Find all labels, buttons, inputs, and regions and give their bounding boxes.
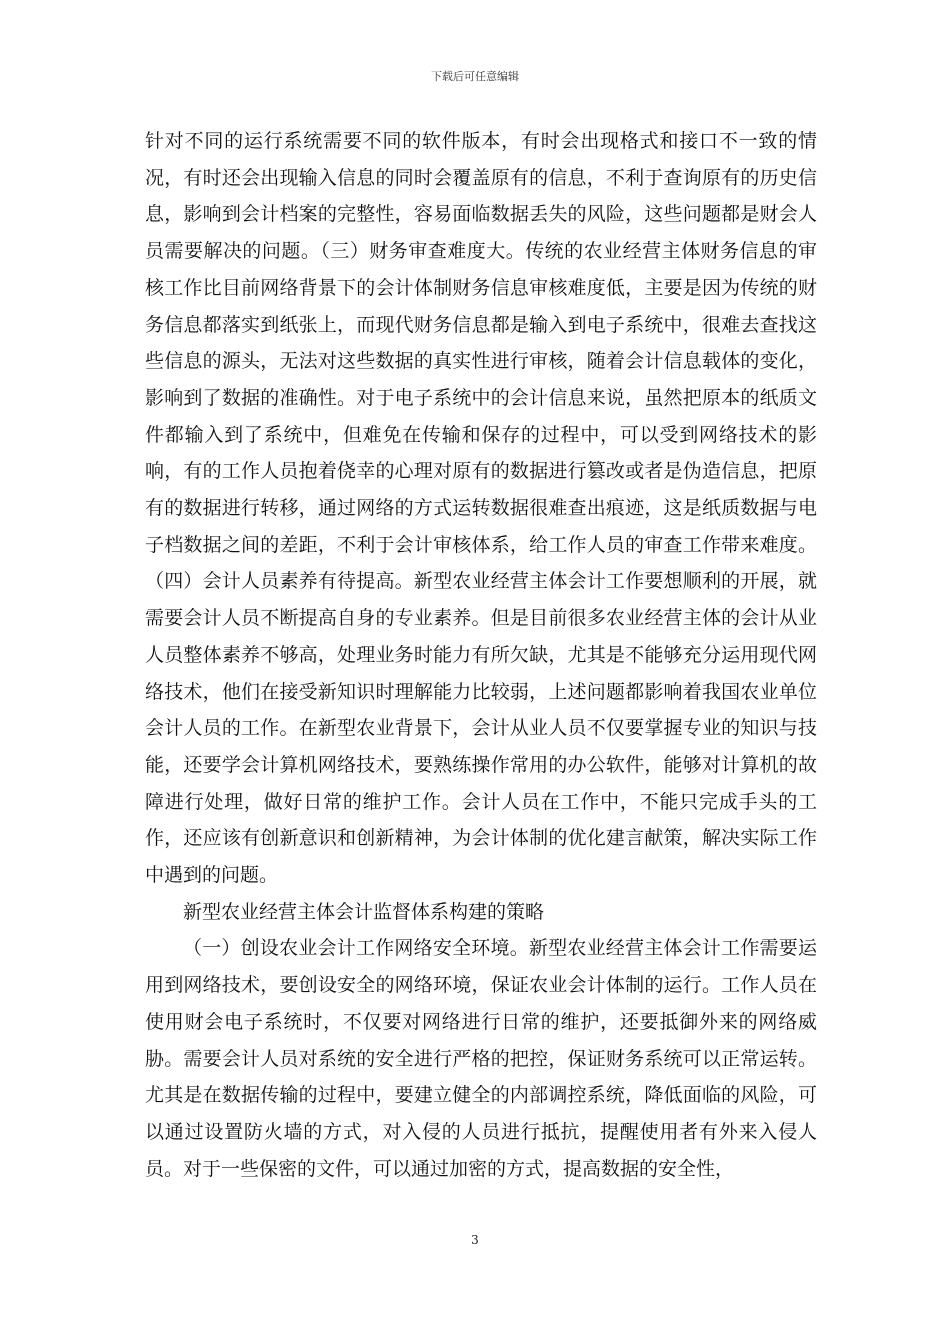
page-header: 下载后可任意编辑 [431,70,519,83]
body-paragraph: 针对不同的运行系统需要不同的软件版本，有时会出现格式和接口不一致的情况，有时还会出现输入信息的同时会覆盖原有的信息，不利于查询原有的历史信息，影响到会计档案的完整性，容易面临数据丢失的风险，这些问题都是财会人员需要解决的问题。（三）财务审查难度大。传统的农业经营主体财务信息的审核工作比目前网络背景下的会计体制财务信息审核难度低，主要是因为传统的财务信息都落实到纸张上，而现代财务信息都是输入到电子系统中，很难去查找这些信息的源头，无法对这些数据的真实性进行审核，随着会计信息载体的变化，影响到了数据的准确性。对于电子系统中的会计信息来说，虽然把原本的纸质文件都输入到了系统中，但难免在传输和保存的过程中，可以受到网络技术的影响，有的工作人员抱着侥幸的心理对原有的数据进行篡改或者是伪造信息，把原有的数据进行转移，通过网络的方式运转数据很难查出痕迹，这是纸质数据与电子档数据之间的差距，不利于会计审核体系，给工作人员的审查工作带来难度。（四）会计人员素养有待提高。新型农业经营主体会计工作要想顺利的开展，就需要会计人员不断提高自身的专业素养。但是目前很多农业经营主体的会计从业人员整体素养不够高，处理业务时能力有所欠缺，尤其是不能够充分运用现代网络技术，他们在接受新知识时理解能力比较弱，上述问题都影响着我国农业单位会计人员的工作。在新型农业背景下，会计从业人员不仅要掌握专业的知识与技能，还要学会计算机网络技术，要熟练操作常用的办公软件，能够对计算机的故障进行处理，做好日常的维护工作。会计人员在工作中，不能只完成手头的工作，还应该有创新意识和创新精神，为会计体制的优化建言献策，解决实际工作中遇到的问题。 [145,130,817,887]
body-paragraph: （一）创设农业会计工作网络安全环境。新型农业经营主体会计工作需要运用到网络技术，要创设安全的网络环境，保证农业会计体制的运行。工作人员在使用财会电子系统时，不仅要对网络进行日常的维护，还要抵御外来的网络威胁。需要会计人员对系统的安全进行严格的把控，保证财务系统可以正常运转。尤其是在数据传输的过程中，要建立健全的内部调控系统，降低面临的风险，可以通过设置防火墙的方式，对入侵的人员进行抵抗，提醒使用者有外来入侵人员。对于一些保密的文件，可以通过加密的方式，提高数据的安全性， [145,937,817,1180]
page-number: 3 [471,1233,479,1247]
document-body [145,123,817,1187]
section-heading: 新型农业经营主体会计监督体系构建的策略 [183,900,545,923]
